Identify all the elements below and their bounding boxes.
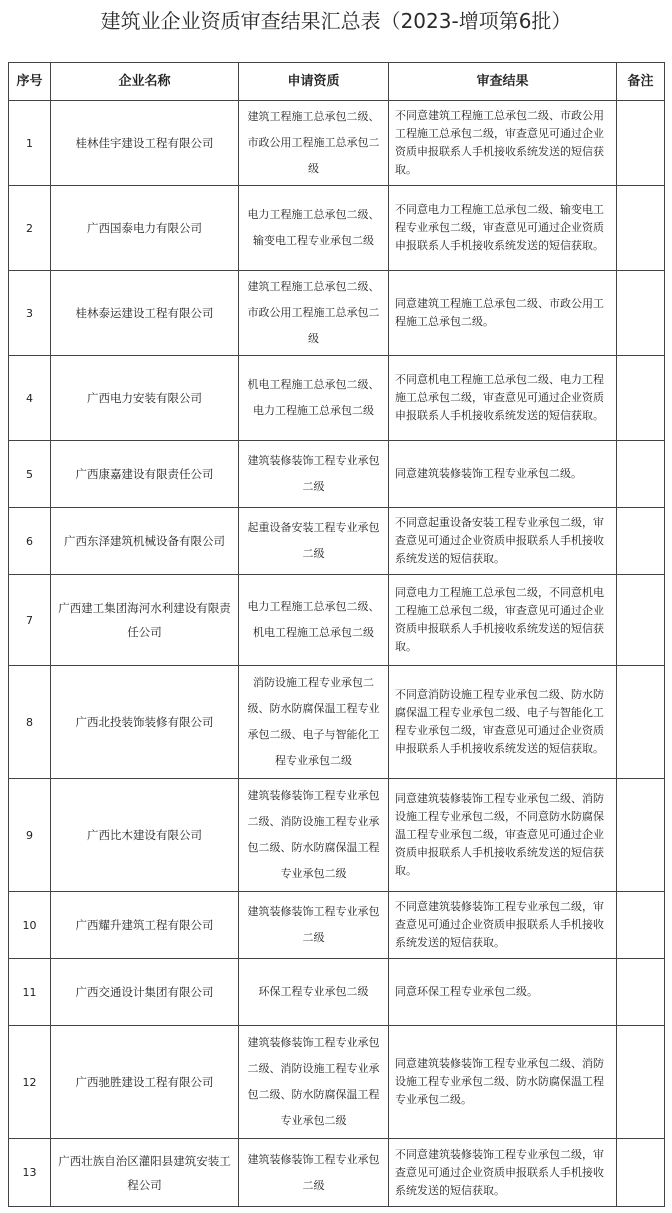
row-result (389, 575, 617, 666)
row-index: 11 (9, 959, 51, 1026)
table-row (9, 441, 665, 508)
row-qualification: 建筑装修装饰工程专业承包二级 (239, 892, 389, 959)
row-result-text: 不同意建筑工程施工总承包二级、市政公用工程施工总承包二级，审查意见可通过企业资质申报联系人手机接收系统发送的短信获取。 (395, 109, 604, 176)
results-table (8, 62, 665, 1207)
row-remark (617, 101, 665, 186)
row-qualification: 建筑工程施工总承包二级、市政公用工程施工总承包二级 (239, 271, 389, 356)
table-row (9, 186, 665, 271)
row-index: 5 (9, 441, 51, 508)
row-qualification: 建筑装修装饰工程专业承包二级、消防设施工程专业承包二级、防水防腐保温工程专业承包二级 (239, 779, 389, 892)
table-row (9, 356, 665, 441)
row-qualification: 电力工程施工总承包二级、输变电工程专业承包二级 (239, 186, 389, 271)
row-index: 4 (9, 356, 51, 441)
row-remark (617, 441, 665, 508)
row-index: 9 (9, 779, 51, 892)
row-company: 广西建工集团海河水利建设有限责任公司 (51, 575, 239, 666)
row-result-text: 不同意建筑装修装饰工程专业承包二级，审查意见可通过企业资质申报联系人手机接收系统发送的短信获取。 (395, 900, 604, 949)
row-company: 广西国泰电力有限公司 (51, 186, 239, 271)
row-result-text: 不同意起重设备安装工程专业承包二级，审查意见可通过企业资质申报联系人手机接收系统发送的短信获取。 (395, 516, 604, 565)
row-qualification: 电力工程施工总承包二级、机电工程施工总承包二级 (239, 575, 389, 666)
row-remark (617, 575, 665, 666)
page-title: 建筑业企业资质审查结果汇总表（2023-增项第6批） (100, 9, 572, 33)
table-row (9, 101, 665, 186)
row-qualification: 环保工程专业承包二级 (239, 959, 389, 1026)
row-company: 广西交通设计集团有限公司 (51, 959, 239, 1026)
row-result-text: 同意建筑装修装饰工程专业承包二级、消防设施工程专业承包二级，不同意防水防腐保温工程专业承包二级，审查意见可通过企业资质申报联系人手机接收系统发送的短信获取。 (395, 792, 604, 877)
row-remark (617, 508, 665, 575)
table-row (9, 271, 665, 356)
row-index: 3 (9, 271, 51, 356)
row-index: 7 (9, 575, 51, 666)
row-result (389, 356, 617, 441)
header-qualification: 申请资质 (239, 63, 389, 101)
row-remark (617, 666, 665, 779)
row-company: 广西耀升建筑工程有限公司 (51, 892, 239, 959)
row-result (389, 779, 617, 892)
row-company: 广西北投装饰装修有限公司 (51, 666, 239, 779)
row-result-text: 同意建筑工程施工总承包二级、市政公用工程施工总承包二级。 (395, 297, 604, 328)
row-result (389, 186, 617, 271)
row-result-text: 同意电力工程施工总承包二级，不同意机电工程施工总承包二级，审查意见可通过企业资质申报联系人手机接收系统发送的短信获取。 (395, 586, 604, 653)
table-row (9, 959, 665, 1026)
header-company: 企业名称 (51, 63, 239, 101)
row-remark (617, 959, 665, 1026)
row-company: 广西驰胜建设工程有限公司 (51, 1026, 239, 1139)
header-remark: 备注 (617, 63, 665, 101)
row-result (389, 441, 617, 508)
row-index: 1 (9, 101, 51, 186)
table-row (9, 575, 665, 666)
row-qualification: 消防设施工程专业承包二级、防水防腐保温工程专业承包二级、电子与智能化工程专业承包二级 (239, 666, 389, 779)
row-remark (617, 271, 665, 356)
row-index: 6 (9, 508, 51, 575)
row-company: 广西康嘉建设有限责任公司 (51, 441, 239, 508)
row-result-text: 不同意消防设施工程专业承包二级、防水防腐保温工程专业承包二级、电子与智能化工程专业承包二级，审查意见可通过企业资质申报联系人手机接收系统发送的短信获取。 (395, 688, 604, 755)
table-row (9, 892, 665, 959)
row-remark (617, 892, 665, 959)
row-index: 13 (9, 1139, 51, 1207)
header-result: 审查结果 (389, 63, 617, 101)
row-result-text: 同意环保工程专业承包二级。 (395, 985, 538, 998)
table-row (9, 1139, 665, 1207)
header-row (9, 63, 665, 101)
row-result (389, 271, 617, 356)
row-result (389, 1026, 617, 1139)
row-remark (617, 356, 665, 441)
row-qualification: 建筑装修装饰工程专业承包二级、消防设施工程专业承包二级、防水防腐保温工程专业承包二级 (239, 1026, 389, 1139)
row-company: 广西比木建设有限公司 (51, 779, 239, 892)
table-row (9, 779, 665, 892)
row-company: 广西壮族自治区灌阳县建筑安装工程公司 (51, 1139, 239, 1207)
row-remark (617, 779, 665, 892)
row-qualification: 机电工程施工总承包二级、电力工程施工总承包二级 (239, 356, 389, 441)
header-index: 序号 (9, 63, 51, 101)
row-qualification: 建筑装修装饰工程专业承包二级 (239, 441, 389, 508)
row-company: 广西电力安装有限公司 (51, 356, 239, 441)
row-company: 桂林泰运建设工程有限公司 (51, 271, 239, 356)
row-index: 12 (9, 1026, 51, 1139)
row-result (389, 666, 617, 779)
row-result-text: 不同意机电工程施工总承包二级、电力工程施工总承包二级，审查意见可通过企业资质申报联系人手机接收系统发送的短信获取。 (395, 373, 604, 422)
row-qualification: 建筑工程施工总承包二级、市政公用工程施工总承包二级 (239, 101, 389, 186)
table-row (9, 508, 665, 575)
row-result (389, 959, 617, 1026)
table-row (9, 666, 665, 779)
row-remark (617, 186, 665, 271)
row-remark (617, 1139, 665, 1207)
row-result-text: 同意建筑装修装饰工程专业承包二级、消防设施工程专业承包二级、防水防腐保温工程专业承包二级。 (395, 1057, 604, 1106)
row-result-text: 不同意电力工程施工总承包二级、输变电工程专业承包二级，审查意见可通过企业资质申报联系人手机接收系统发送的短信获取。 (395, 203, 604, 252)
row-result (389, 101, 617, 186)
row-company: 广西东泽建筑机械设备有限公司 (51, 508, 239, 575)
row-qualification: 建筑装修装饰工程专业承包二级 (239, 1139, 389, 1207)
row-result (389, 508, 617, 575)
row-result (389, 1139, 617, 1207)
row-remark (617, 1026, 665, 1139)
row-result-text: 同意建筑装修装饰工程专业承包二级。 (395, 467, 582, 480)
row-company: 桂林佳宇建设工程有限公司 (51, 101, 239, 186)
row-result (389, 892, 617, 959)
table-row (9, 1026, 665, 1139)
row-index: 2 (9, 186, 51, 271)
row-index: 8 (9, 666, 51, 779)
row-qualification: 起重设备安装工程专业承包二级 (239, 508, 389, 575)
row-result-text: 不同意建筑装修装饰工程专业承包二级，审查意见可通过企业资质申报联系人手机接收系统发送的短信获取。 (395, 1147, 604, 1197)
row-index: 10 (9, 892, 51, 959)
